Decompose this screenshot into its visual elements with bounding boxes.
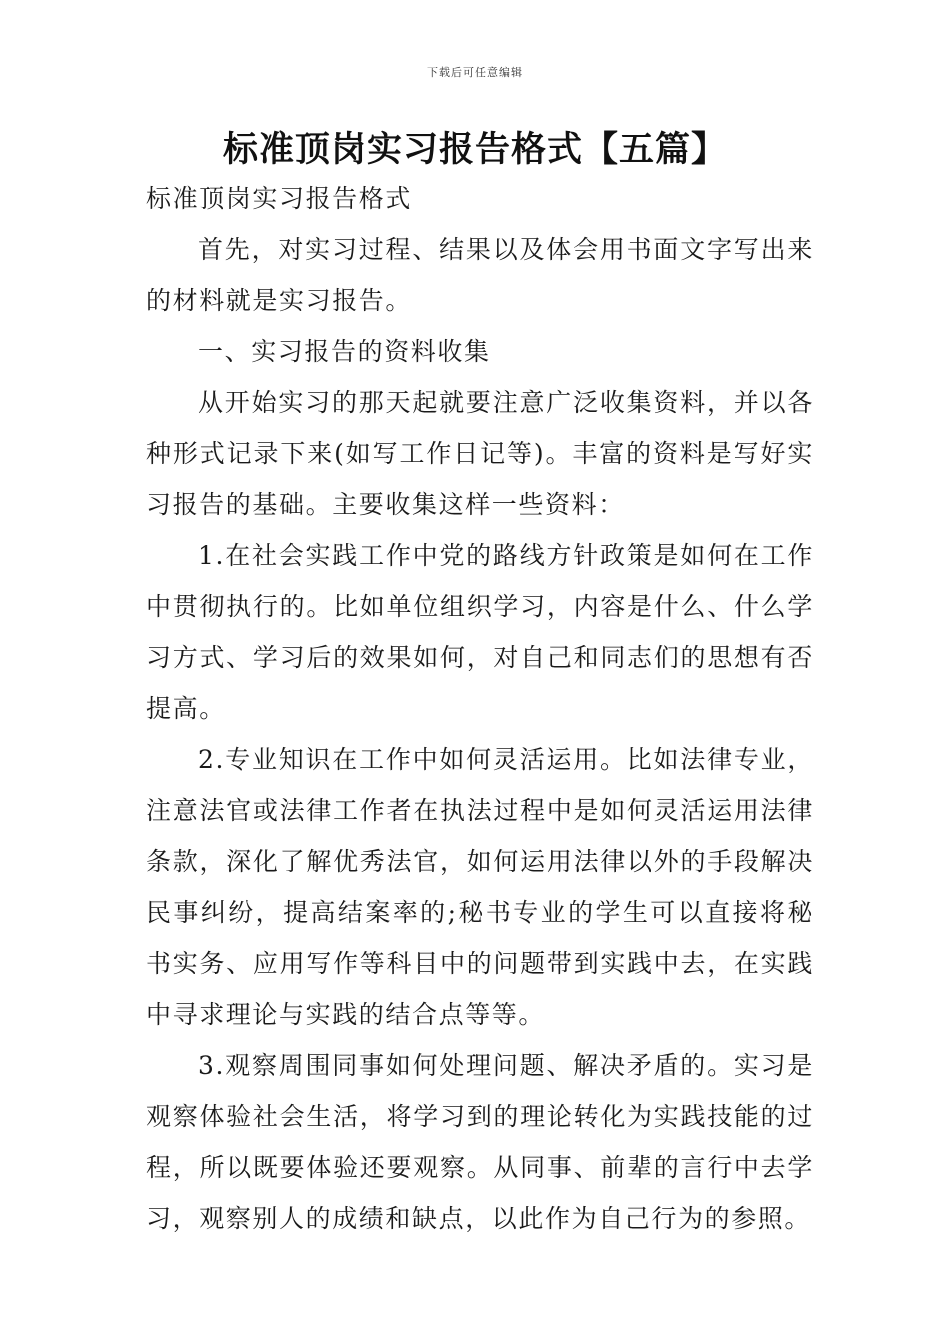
paragraph-intro: 首先，对实习过程、结果以及体会用书面文字写出来的材料就是实习报告。 [146, 235, 814, 315]
list-item-3: 3.观察周围同事如何处理问题、解决矛盾的。实习是观察体验社会生活，将学习到的理论转化为实践技能的过程，所以既要体验还要观察。从同事、前辈的言行中去学习，观察别人的成绩和缺点，以此作为自己行为的参照。 [146, 1051, 814, 1233]
section-heading: 一、实习报告的资料收集 [198, 337, 491, 366]
list-item-1: 1.在社会实践工作中党的路线方针政策是如何在工作中贯彻执行的。比如单位组织学习，内容是什么、什么学习方式、学习后的效果如何，对自己和同志们的思想有否提高。 [146, 541, 814, 723]
list-item-2: 2.专业知识在工作中如何灵活运用。比如法律专业，注意法官或法律工作者在执法过程中是如何灵活运用法律条款，深化了解优秀法官，如何运用法律以外的手段解决民事纠纷，提高结案率的;秘书专业的学生可以直接将秘书实务、应用写作等科目中的问题带到实践中去，在实践中寻求理论与实践的结合点等等。 [146, 745, 814, 1029]
header-note: 下载后可任意编辑 [427, 66, 523, 79]
document-title: 标准顶岗实习报告格式【五篇】 [222, 130, 727, 170]
document-subtitle: 标准顶岗实习报告格式 [146, 184, 413, 213]
document-body [146, 174, 814, 1244]
paragraph-collect: 从开始实习的那天起就要注意广泛收集资料，并以各种形式记录下来(如写工作日记等)。丰富的资料是写好实习报告的基础。主要收集这样一些资料： [146, 388, 814, 519]
